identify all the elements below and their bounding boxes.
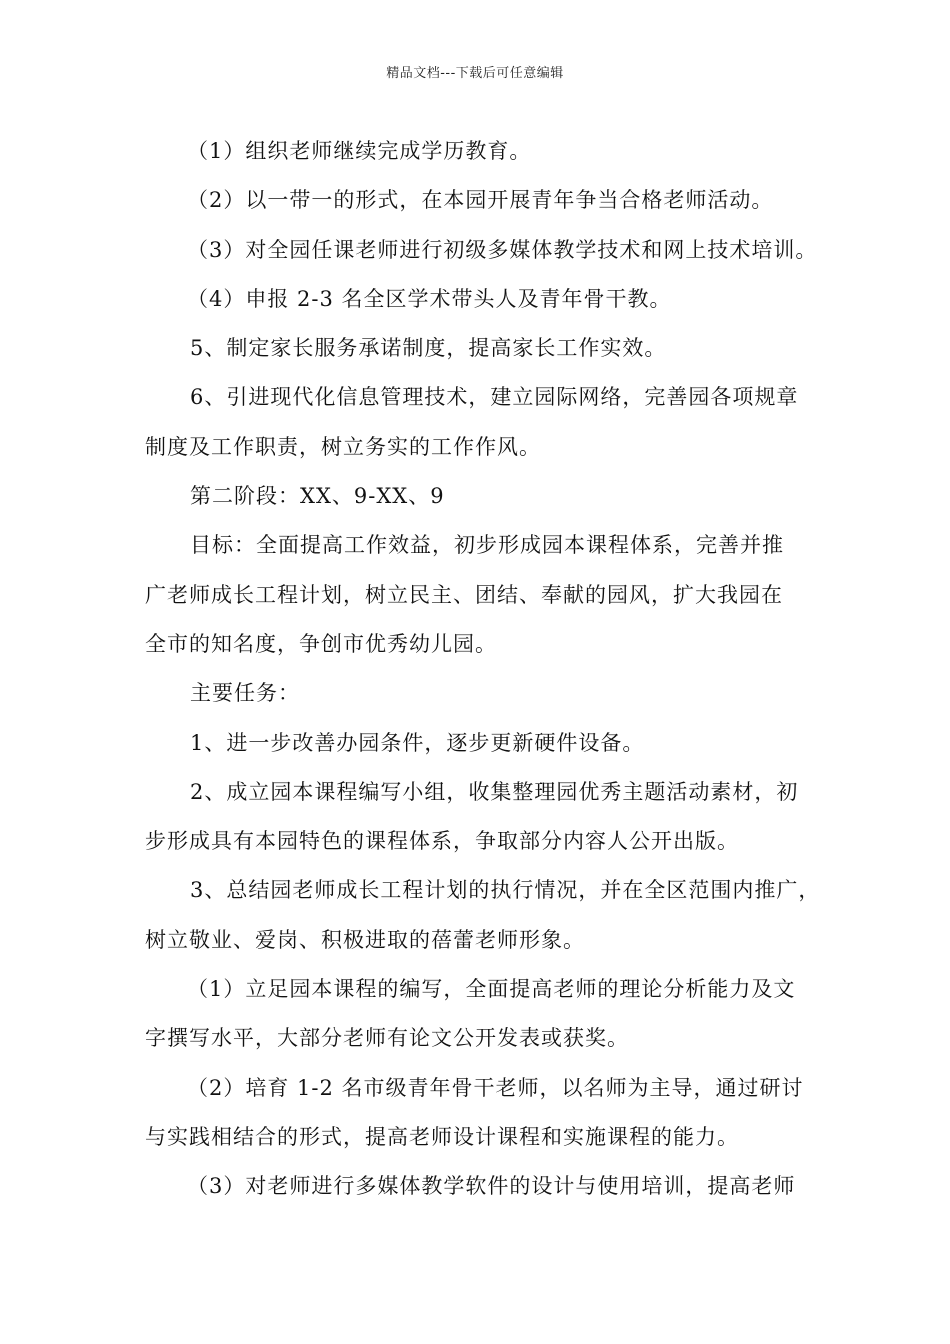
page-header: 精品文档---下载后可任意编辑 <box>386 66 564 81</box>
paragraph-line: （3）对老师进行多媒体教学软件的设计与使用培训，提高老师 <box>187 1174 796 1199</box>
paragraph-line: 与实践相结合的形式，提高老师设计课程和实施课程的能力。 <box>145 1124 739 1149</box>
paragraph-line: 步形成具有本园特色的课程体系，争取部分内容人公开出版。 <box>145 829 739 854</box>
document-body <box>145 133 825 1218</box>
paragraph-line: （3）对全园任课老师进行初级多媒体教学技术和网上技术培训。 <box>187 237 818 262</box>
paragraph-line: 2、成立园本课程编写小组，收集整理园优秀主题活动素材，初 <box>190 779 799 804</box>
paragraph-line: 3、总结园老师成长工程计划的执行情况，并在全区范围内推广， <box>190 878 821 903</box>
paragraph-line: 树立敬业、爱岗、积极进取的蓓蕾老师形象。 <box>145 927 585 952</box>
paragraph-line: （2）以一带一的形式，在本园开展青年争当合格老师活动。 <box>187 188 774 213</box>
paragraph-line: 6、引进现代化信息管理技术，建立园际网络，完善园各项规章 <box>190 385 799 410</box>
section-heading: 主要任务： <box>190 681 300 706</box>
paragraph-line: 全市的知名度，争创市优秀幼儿园。 <box>145 631 497 656</box>
paragraph-line: 字撰写水平，大部分老师有论文公开发表或获奖。 <box>145 1026 629 1051</box>
paragraph-line: （4）申报 2-3 名全区学术带头人及青年骨干教。 <box>187 286 672 311</box>
paragraph-line: 1、进一步改善办园条件，逐步更新硬件设备。 <box>190 730 645 755</box>
paragraph-line: 5、制定家长服务承诺制度，提高家长工作实效。 <box>190 336 667 361</box>
paragraph-line: 制度及工作职责，树立务实的工作作风。 <box>145 434 541 459</box>
paragraph-line: （2）培育 1-2 名市级青年骨干老师，以名师为主导，通过研讨 <box>187 1075 804 1100</box>
paragraph-line: 目标：全面提高工作效益，初步形成园本课程体系，完善并推 <box>190 533 784 558</box>
paragraph-line: 广老师成长工程计划，树立民主、团结、奉献的园风，扩大我园在 <box>145 582 783 607</box>
paragraph-line: （1）组织老师继续完成学历教育。 <box>187 139 532 163</box>
section-heading: 第二阶段：XX、9-XX、9 <box>190 484 445 509</box>
paragraph-line: （1）立足园本课程的编写，全面提高老师的理论分析能力及文 <box>187 977 796 1002</box>
